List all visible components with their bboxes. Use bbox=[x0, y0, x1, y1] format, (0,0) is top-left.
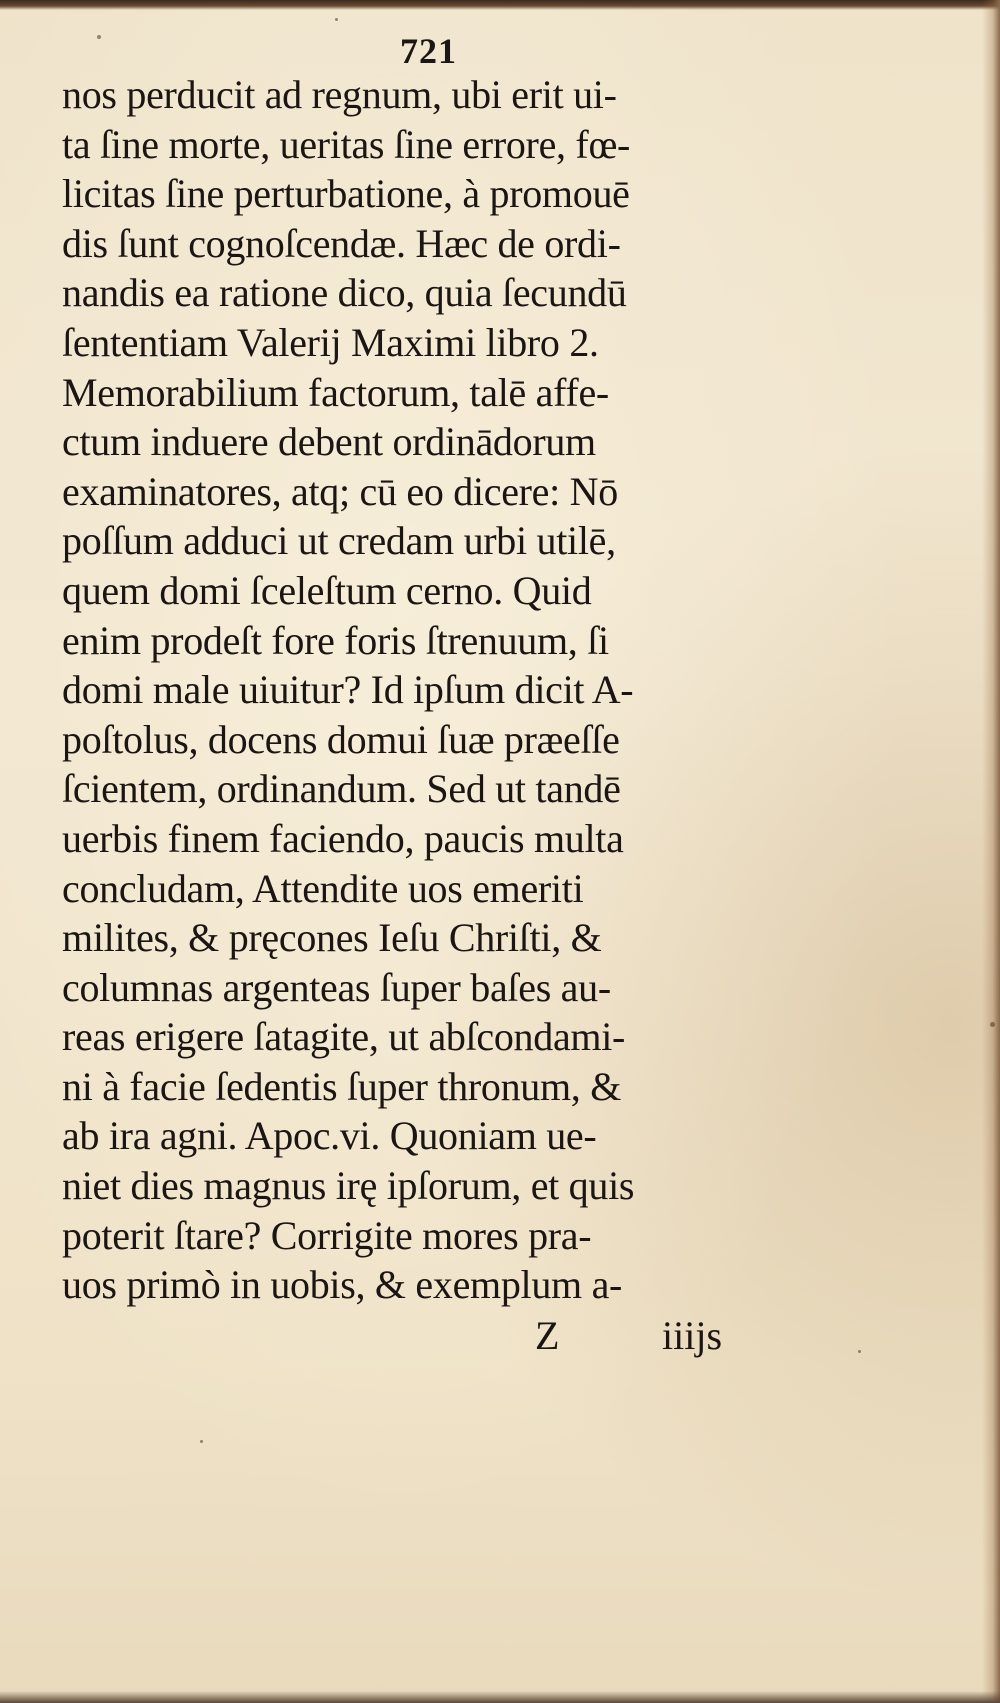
paper-speck bbox=[97, 35, 101, 39]
text-line: Memorabilium factorum, talē affe- bbox=[62, 369, 609, 415]
text-line: poſtolus, docens domui ſuæ præeſſe bbox=[62, 716, 620, 762]
text-line: columnas argenteas ſuper baſes au- bbox=[62, 964, 611, 1010]
text-line: niet dies magnus irę ipſorum, et quis bbox=[62, 1163, 635, 1209]
text-line: uos primò in uobis, & exemplum a- bbox=[62, 1262, 623, 1308]
text-line: milites, & pręcones Ieſu Chriſti, & bbox=[62, 915, 602, 961]
text-line: ta ſine morte, ueritas ſine errore, fœ- bbox=[62, 121, 631, 167]
page-right-edge bbox=[982, 0, 1000, 1703]
page-number: 721 bbox=[400, 31, 457, 71]
text-line: enim prodeſt fore foris ſtrenuum, ſi bbox=[62, 617, 609, 663]
text-line: examinatores, atq; cū eo dicere: Nō bbox=[62, 468, 618, 514]
text-line: nos perducit ad regnum, ubi erit ui- bbox=[62, 72, 617, 117]
text-line: domi male uiuitur? Id ipſum dicit A- bbox=[62, 667, 634, 713]
paper-speck bbox=[335, 18, 338, 21]
text-line: ſententiam Valerij Maximi libro 2. bbox=[62, 319, 599, 365]
text-line: dis ſunt cognoſcendæ. Hæc de ordi- bbox=[62, 220, 621, 266]
text-line: nandis ea ratione dico, quia ſecundū bbox=[62, 270, 627, 316]
text-line: concludam, Attendite uos emeriti bbox=[62, 865, 584, 911]
signature-mark: Z bbox=[535, 1313, 560, 1358]
text-line: uerbis finem faciendo, paucis multa bbox=[62, 815, 624, 861]
paper-speck bbox=[858, 1350, 861, 1353]
paper-speck bbox=[990, 1022, 995, 1027]
text-line: ctum induere debent ordinādorum bbox=[62, 419, 596, 465]
text-line: quem domi ſceleſtum cerno. Quid bbox=[62, 567, 592, 613]
page-bottom-edge bbox=[0, 1691, 1000, 1703]
text-line: ſcientem, ordinandum. Sed ut tandē bbox=[62, 766, 621, 812]
footer-line bbox=[535, 1312, 755, 1362]
text-line: licitas ſine perturbatione, à promouē bbox=[62, 171, 630, 217]
text-line: ni à facie ſedentis ſuper thronum, & bbox=[62, 1063, 622, 1109]
text-line: reas erigere ſatagite, ut abſcondami- bbox=[62, 1014, 626, 1060]
catchword: iiijs bbox=[662, 1313, 723, 1358]
paper-speck bbox=[200, 1440, 203, 1443]
page-top-edge bbox=[0, 0, 1000, 10]
body-text bbox=[62, 70, 762, 1310]
text-line: ab ira agni. Apoc.vi. Quoniam ue- bbox=[62, 1113, 597, 1159]
text-line: poſſum adduci ut credam urbi utilē, bbox=[62, 518, 616, 564]
text-line: poterit ſtare? Corrigite mores pra- bbox=[62, 1212, 592, 1258]
